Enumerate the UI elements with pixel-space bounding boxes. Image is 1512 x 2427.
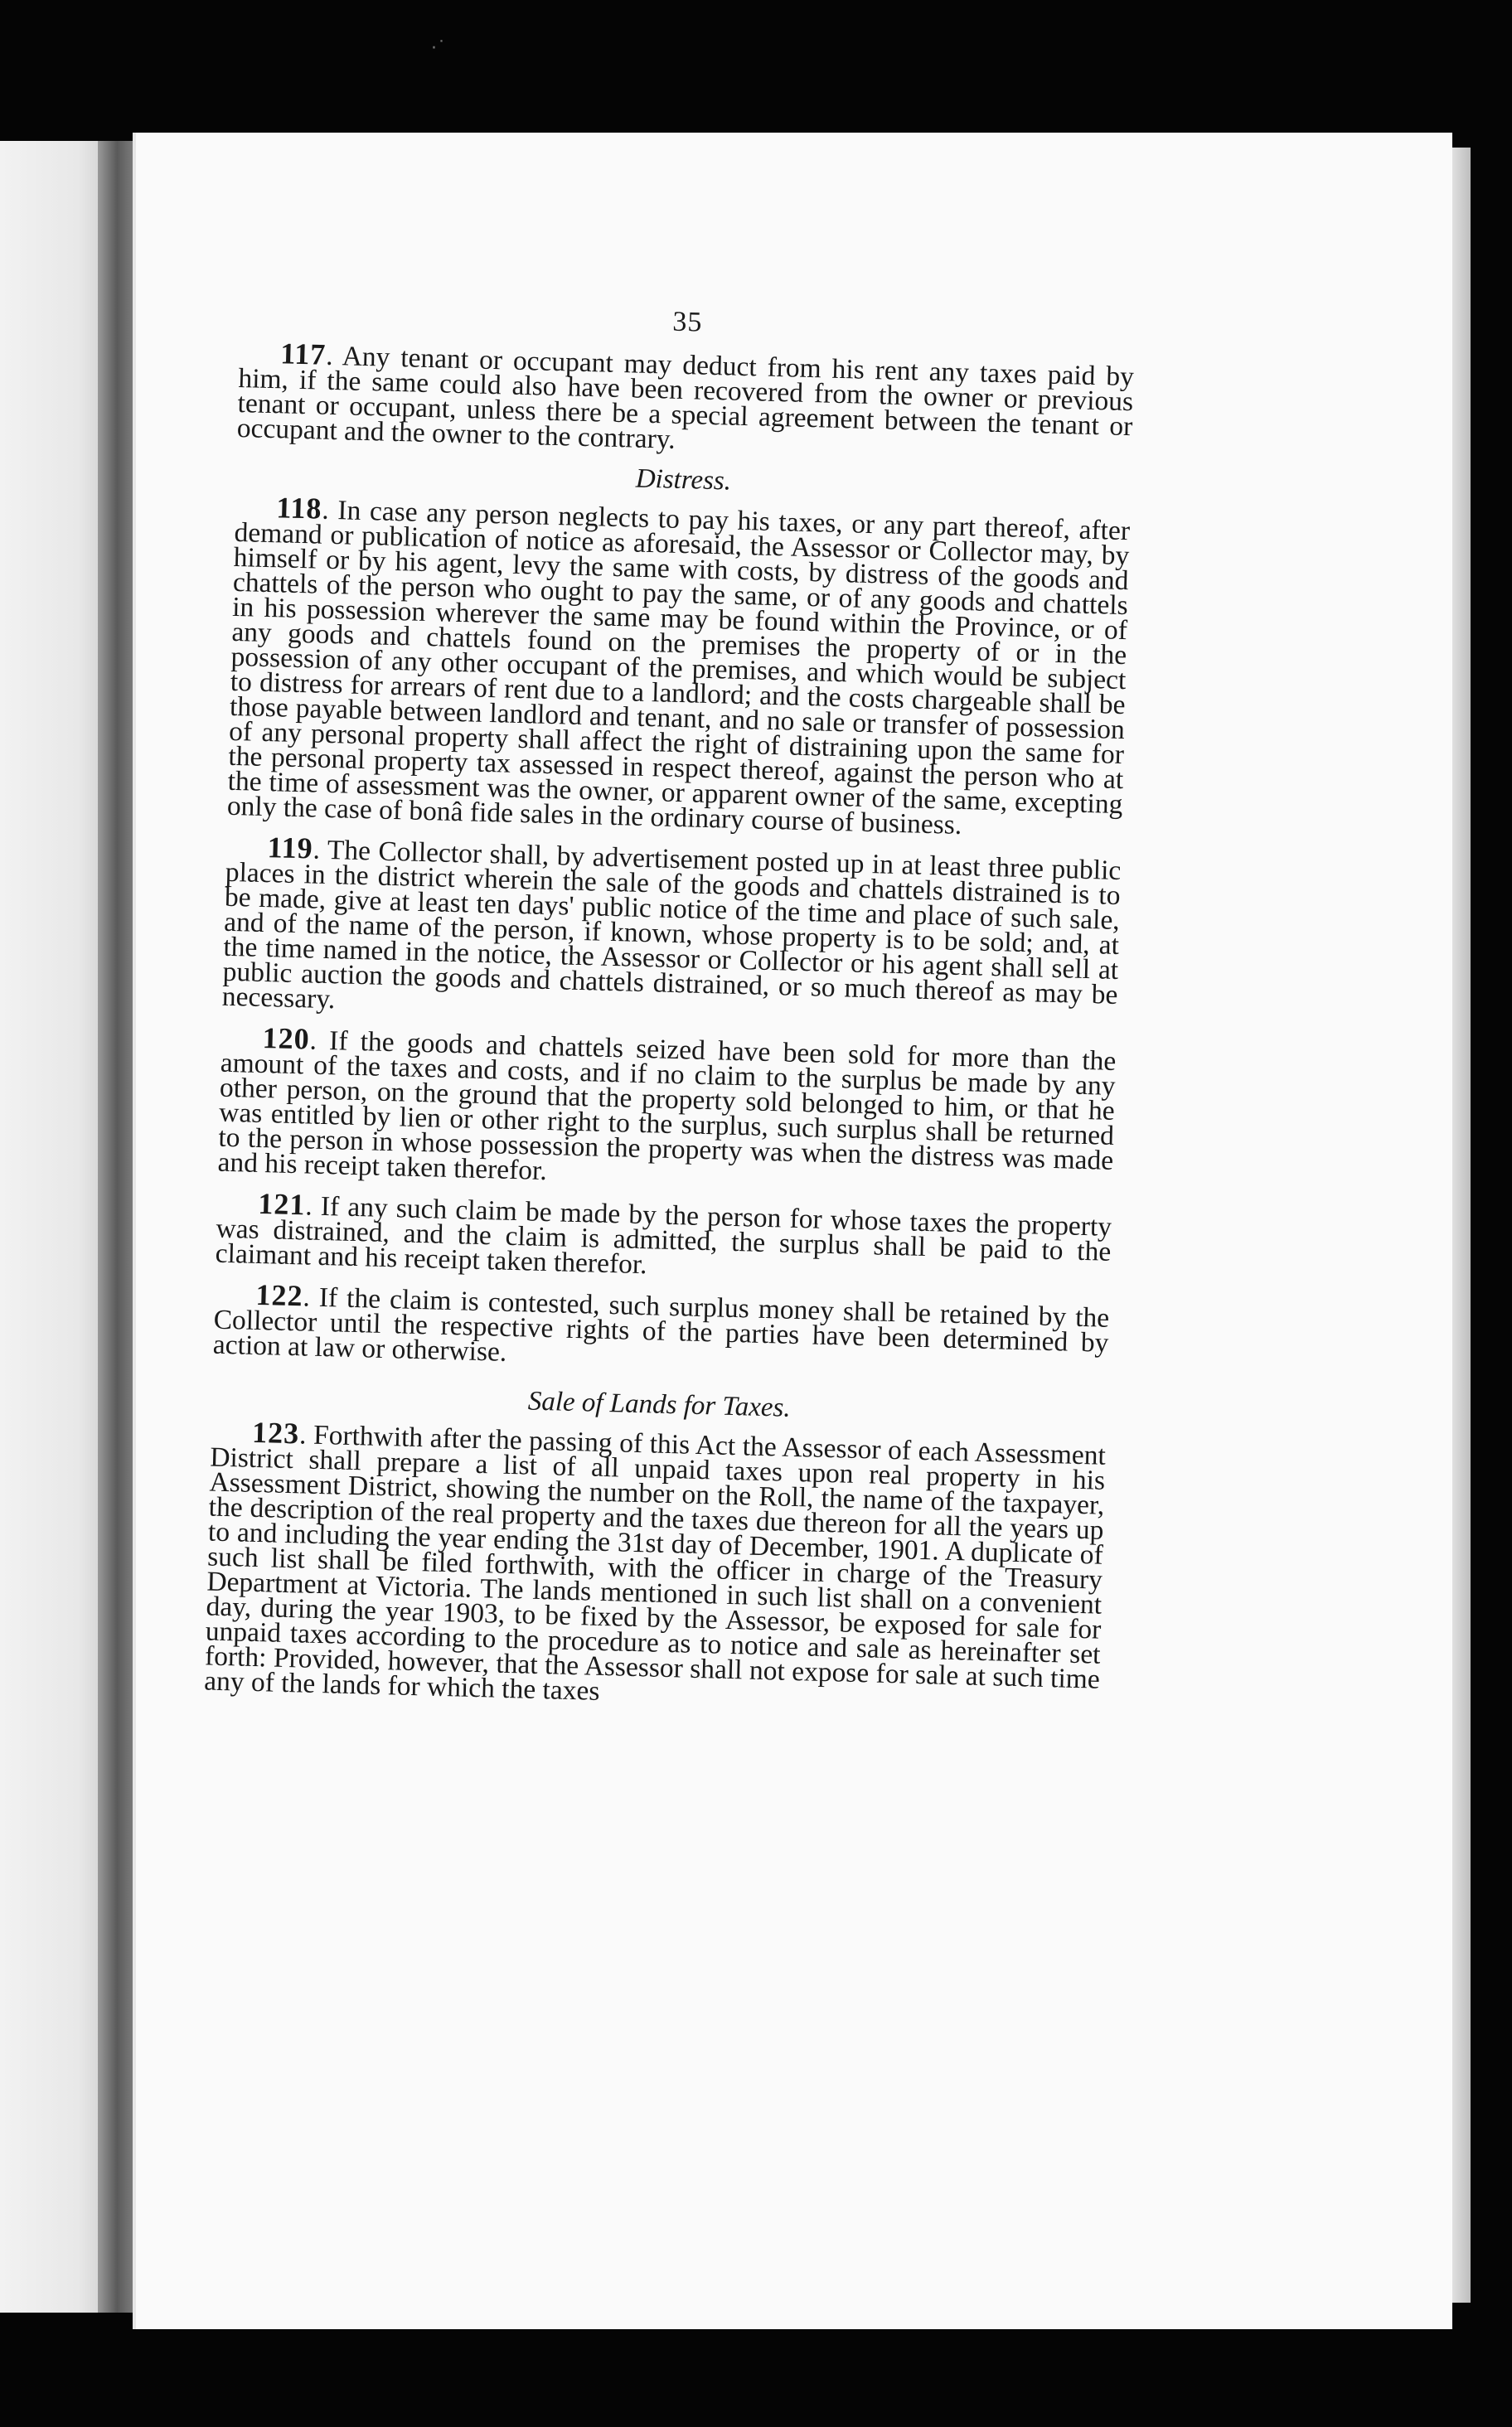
section-number: 118 (275, 491, 322, 526)
section-text: . If the claim is contested, such surplus money shall be retained by the Collector until the respective rights of the parties have been determined by action at law or otherwise. (212, 1281, 1110, 1368)
page-edge-shadow (1452, 148, 1471, 2303)
heading-sale-of-lands: Sale of Lands for Taxes. (527, 1386, 792, 1423)
heading-distress: Distress. (635, 463, 732, 497)
section-text: . If any such claim be made by the person for whose taxes the property was distrained, and the claim is admitted, the surplus shall be paid to the claimant and his receipt taken therefor. (215, 1190, 1112, 1281)
section-118 (226, 491, 1131, 842)
dust-speck: ·˙ (431, 38, 446, 59)
section-number: 119 (267, 831, 314, 865)
section-123 (203, 1415, 1107, 1717)
page-number: 35 (671, 306, 703, 338)
section-122 (212, 1277, 1110, 1381)
book-gutter (98, 141, 133, 2313)
section-number: 122 (255, 1277, 304, 1313)
section-text: . Any tenant or occupant may deduct from his rent any taxes paid by him, if the same could also have been recovered from the owner or previous tenant or occupant, unless there be a special agreement between the tenant or occupant and the owner to the contrary. (236, 340, 1135, 455)
section-number: 121 (257, 1186, 306, 1222)
section-number: 123 (251, 1415, 300, 1451)
section-number: 120 (262, 1021, 311, 1056)
section-text: . If the goods and chattels seized have been sold for more than the amount of the taxes and costs, and if no claim to the surplus be made by any other person, on the ground that the property sold belonged to him, or that he was entitled by lien or other right to the surplus, such surplus shall be returned to the person in whose possession the property was when the distress was made and his receipt taken therefor. (217, 1025, 1117, 1187)
section-117 (236, 337, 1135, 464)
section-119 (221, 831, 1122, 1033)
section-number: 117 (279, 337, 327, 371)
facing-page-edge (0, 141, 98, 2313)
section-text: . Forthwith after the passing of this Act the Assessor of each Assessment District shall prepare a list of all unpaid taxes upon real property in his Assessment District, showing the number on the Roll, the name of the taxpayer, the description of the real property and the taxes due thereon for all the years up to and including the year ending the 31st day of December, 1901. A duplicate of such list shall be filed forthwith, with the officer in charge of the Treasury Department at Victoria. The lands mentioned in such list shall on a convenient day, during the year 1903, to be fixed by the Assessor, be exposed for sale for unpaid taxes according to the procedure as to notice and sale as hereinafter set forth: Provided, however, that the Assessor shall not expose for sale at such time any of the lands for which the taxes (203, 1419, 1107, 1707)
section-text: . The Collector shall, by advertisement posted up in at least three public places in the district wherein the sale of the goods and chattels distrained is to be made, give at least ten days' public notice of the time and place of such sale, and of the name of the person, if known, whose property is to be sold; and, at the time named in the notice, the Assessor or Collector or his agent shall sell at public auction the goods and chattels distrained, or so much thereof as may be necessary. (221, 834, 1122, 1015)
section-text: . In case any person neglects to pay his taxes, or any part thereof, after demand or publication of notice as aforesaid, the Assessor or Collector may, by himself or by his agent, levy the same with costs, by distress of the goods and chattels of the person who ought to pay the same, or of any goods and chattels in his possession wherever the same may be found within the Province, or of any goods and chattels found on the premises the property of or in the possession of any other occupant of the premises, and which would be subject to distress for arrears of rent due to a landlord; and the costs chargeable shall be those payable between landlord and tenant, and no sale or transfer of possession of any personal property shall affect the right of distraining upon the same for the personal property tax assessed in respect thereof, against the person who at the time of assessment was the owner, or apparent owner of the same, excepting only the case of bonâ fide sales in the ordinary course of business. (226, 494, 1131, 840)
page-content (203, 298, 1135, 1732)
section-120 (217, 1021, 1117, 1199)
section-121 (215, 1186, 1112, 1290)
